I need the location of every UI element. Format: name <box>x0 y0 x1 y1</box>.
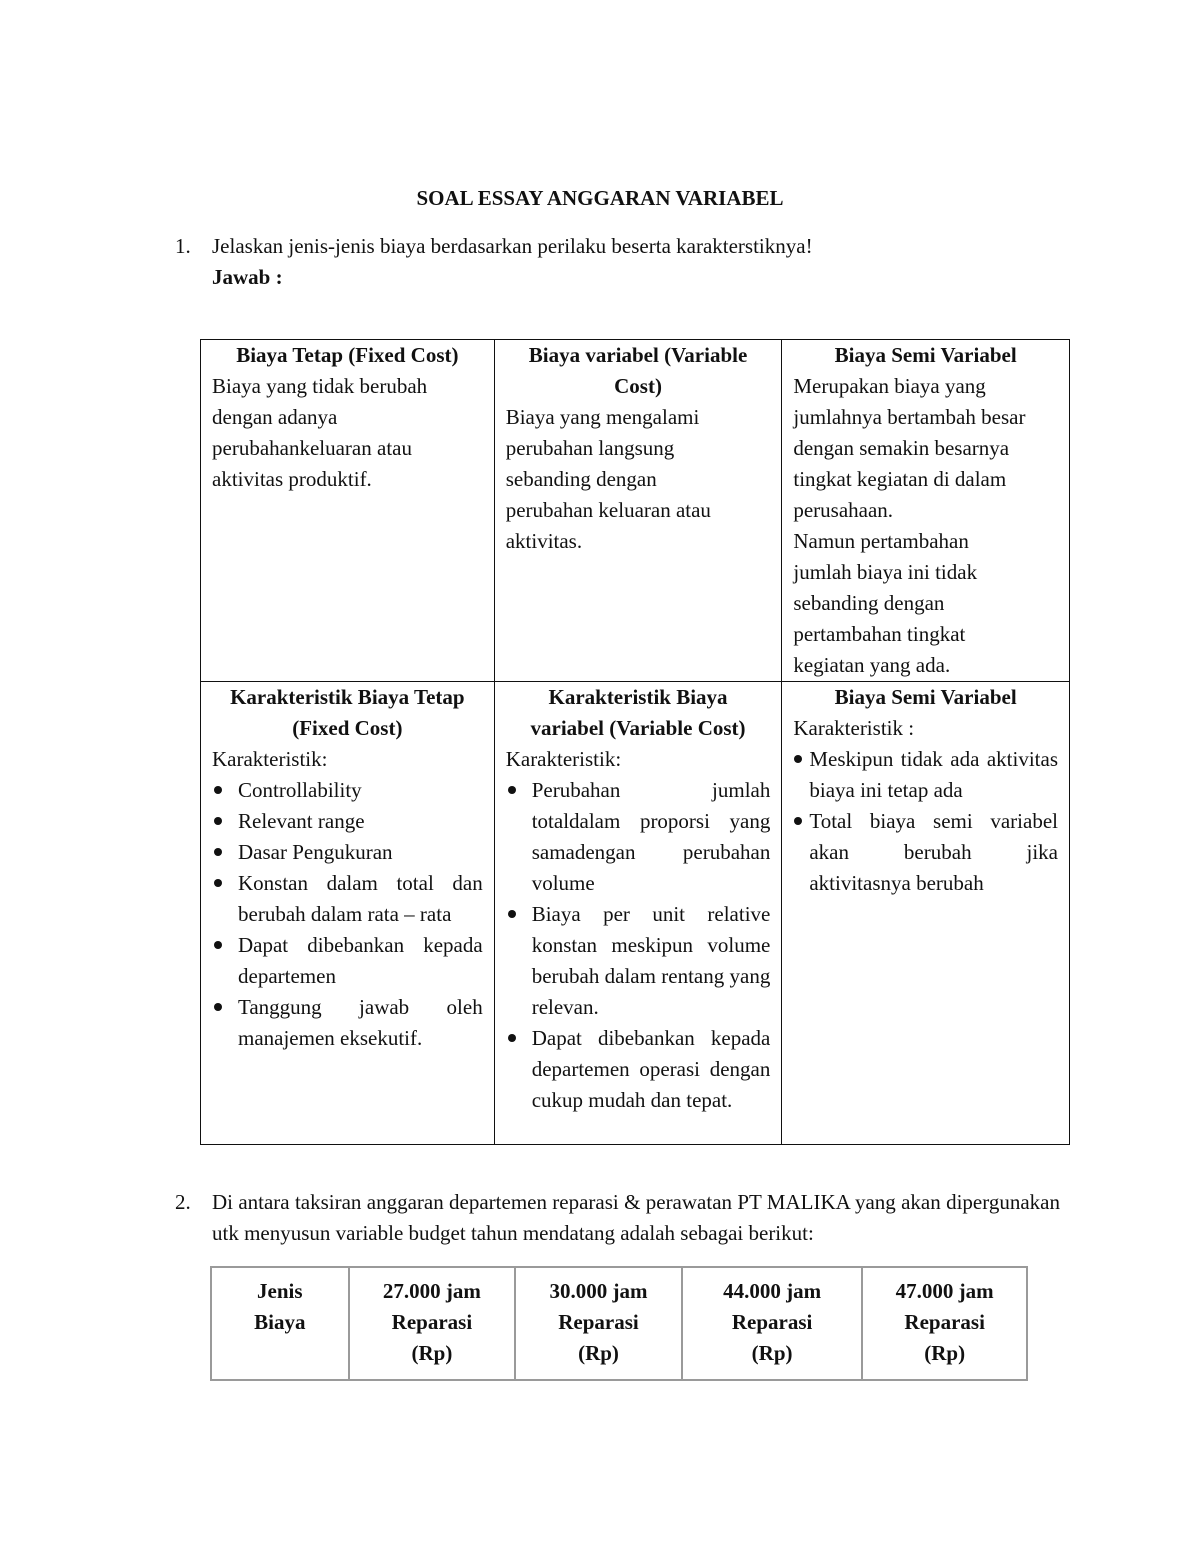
list-item <box>793 806 1058 899</box>
header-cell-44000-hours <box>682 1267 863 1380</box>
table-row <box>201 682 1070 1145</box>
cell-header: Biaya Semi Variabel <box>834 343 1017 367</box>
list-item-text: Dapat dibebankan kepada departemen <box>238 933 483 988</box>
cell-line: perubahankeluaran atau <box>212 436 412 460</box>
cell-line: Biaya yang tidak berubah <box>212 374 428 398</box>
list-item <box>212 930 483 992</box>
cell-line: aktivitas. <box>505 529 583 553</box>
header-line: (Rp) <box>578 1341 619 1365</box>
bullet-icon <box>508 786 516 794</box>
cell-header-line: variabel (Variable Cost) <box>530 716 746 740</box>
header-line: Reparasi <box>558 1310 639 1334</box>
cell-intro: Karakteristik : <box>793 716 915 740</box>
list-item-text: Dasar Pengukuran <box>238 840 393 864</box>
list-item <box>212 992 483 1054</box>
semi-variable-cost-cell <box>782 340 1070 682</box>
list-item-text: Biaya per unit relative konstan meskipun volume berubah dalam rentang yang relevan. <box>531 902 771 1019</box>
cell-line: aktivitas produktif. <box>212 467 372 491</box>
list-item-text: Konstan dalam total dan berubah dalam rata – rata <box>238 871 483 926</box>
header-cell-27000-hours <box>349 1267 516 1380</box>
cell-line: pertambahan tingkat <box>793 622 966 646</box>
bullet-list <box>793 744 1058 899</box>
cell-intro: Karakteristik: <box>212 747 328 771</box>
cell-line: sebanding dengan <box>793 591 945 615</box>
header-line: 27.000 jam <box>382 1279 481 1303</box>
list-item-text: Dapat dibebankan kepada departemen operasi dengan cukup mudah dan tepat. <box>531 1026 771 1112</box>
cell-header <box>506 340 771 402</box>
bullet-icon <box>214 817 222 825</box>
question-2 <box>175 1187 1060 1251</box>
cell-line: jumlah biaya ini tidak <box>793 560 978 584</box>
list-item <box>212 806 483 837</box>
bullet-icon <box>794 755 802 763</box>
header-line: (Rp) <box>924 1341 966 1365</box>
bullet-icon <box>508 1034 516 1042</box>
bullet-icon <box>214 941 222 949</box>
list-item-text: Perubahan jumlah totaldalam proporsi yang samadengan perubahan volume <box>531 778 771 895</box>
cell-line: dengan adanya <box>212 405 338 429</box>
cell-header: Biaya Tetap (Fixed Cost) <box>236 343 459 367</box>
budget-estimate-table <box>210 1266 1028 1381</box>
header-line: (Rp) <box>751 1341 793 1365</box>
cell-line: tingkat kegiatan di dalam <box>793 467 1007 491</box>
cell-header-line: Karakteristik Biaya Tetap <box>230 685 465 709</box>
cell-intro: Karakteristik: <box>505 747 622 771</box>
header-line: 47.000 jam <box>895 1279 994 1303</box>
list-item <box>212 837 483 868</box>
question-1 <box>175 231 1075 295</box>
bullet-icon <box>214 786 222 794</box>
cell-line: perubahan langsung <box>505 436 675 460</box>
question-number: 1. <box>175 234 191 258</box>
cell-header-line: Karakteristik Biaya <box>548 685 728 709</box>
bullet-list <box>506 775 771 1116</box>
semi-variable-characteristics-cell <box>782 682 1070 1145</box>
cell-line: perubahan keluaran atau <box>505 498 711 522</box>
header-cell-cost-type <box>211 1267 349 1380</box>
question-text: Di antara taksiran anggaran departemen reparasi & perawatan PT MALIKA yang akan dipergunakan utk menyusun variable budget tahun mendatang adalah sebagai berikut: <box>212 1190 1060 1245</box>
bullet-icon <box>508 910 516 918</box>
page-title: SOAL ESSAY ANGGARAN VARIABEL <box>416 186 784 210</box>
list-item <box>506 899 771 1023</box>
list-item <box>793 744 1058 806</box>
cell-header: Biaya Semi Variabel <box>834 685 1017 709</box>
cell-header <box>212 682 483 744</box>
cell-line: Merupakan biaya yang <box>793 374 986 398</box>
header-line: (Rp) <box>411 1341 453 1365</box>
list-item-text: Meskipun tidak ada aktivitas biaya ini tetap ada <box>809 747 1058 802</box>
cell-header-line: Biaya variabel (Variable <box>528 343 748 367</box>
question-text: Jelaskan jenis-jenis biaya berdasarkan perilaku beserta karakterstiknya! <box>212 234 813 258</box>
bullet-icon <box>214 848 222 856</box>
list-item <box>506 775 771 899</box>
cell-line: sebanding dengan <box>505 467 657 491</box>
header-line: 44.000 jam <box>723 1279 822 1303</box>
variable-cost-characteristics-cell <box>494 682 782 1145</box>
cell-line: perusahaan. <box>793 498 894 522</box>
header-line: Reparasi <box>904 1310 985 1334</box>
cell-line: kegiatan yang ada. <box>793 653 951 677</box>
cell-header-line: Cost) <box>614 374 662 398</box>
bullet-icon <box>214 879 222 887</box>
bullet-icon <box>214 1003 222 1011</box>
question-number: 2. <box>175 1190 191 1214</box>
fixed-cost-characteristics-cell <box>201 682 495 1145</box>
table-row <box>201 340 1070 682</box>
cell-line: Biaya yang mengalami <box>505 405 700 429</box>
header-line: Reparasi <box>731 1310 813 1334</box>
cell-line: jumlahnya bertambah besar <box>793 405 1026 429</box>
header-cell-47000-hours <box>862 1267 1027 1380</box>
list-item <box>212 775 483 806</box>
list-item-text: Tanggung jawab oleh manajemen eksekutif. <box>238 995 483 1050</box>
variable-cost-cell <box>494 340 782 682</box>
table-header-row <box>211 1267 1027 1380</box>
fixed-cost-cell <box>201 340 495 682</box>
list-item-text: Total biaya semi variabel akan berubah jika aktivitasnya berubah <box>809 809 1058 895</box>
bullet-icon <box>794 817 802 825</box>
header-line: Jenis <box>257 1279 303 1303</box>
header-cell-30000-hours <box>515 1267 682 1380</box>
cell-header <box>506 682 771 744</box>
header-line: 30.000 jam <box>549 1279 648 1303</box>
bullet-list <box>212 775 483 1054</box>
cell-line: Namun pertambahan <box>793 529 969 553</box>
list-item-text: Controllability <box>238 778 362 802</box>
answer-label: Jawab : <box>212 265 283 289</box>
list-item <box>212 868 483 930</box>
header-line: Reparasi <box>391 1310 473 1334</box>
list-item-text: Relevant range <box>238 809 365 833</box>
cell-header-line: (Fixed Cost) <box>292 716 403 740</box>
cell-line: dengan semakin besarnya <box>793 436 1010 460</box>
list-item <box>506 1023 771 1116</box>
cost-behavior-table <box>200 339 1070 1145</box>
header-line: Biaya <box>254 1310 306 1334</box>
